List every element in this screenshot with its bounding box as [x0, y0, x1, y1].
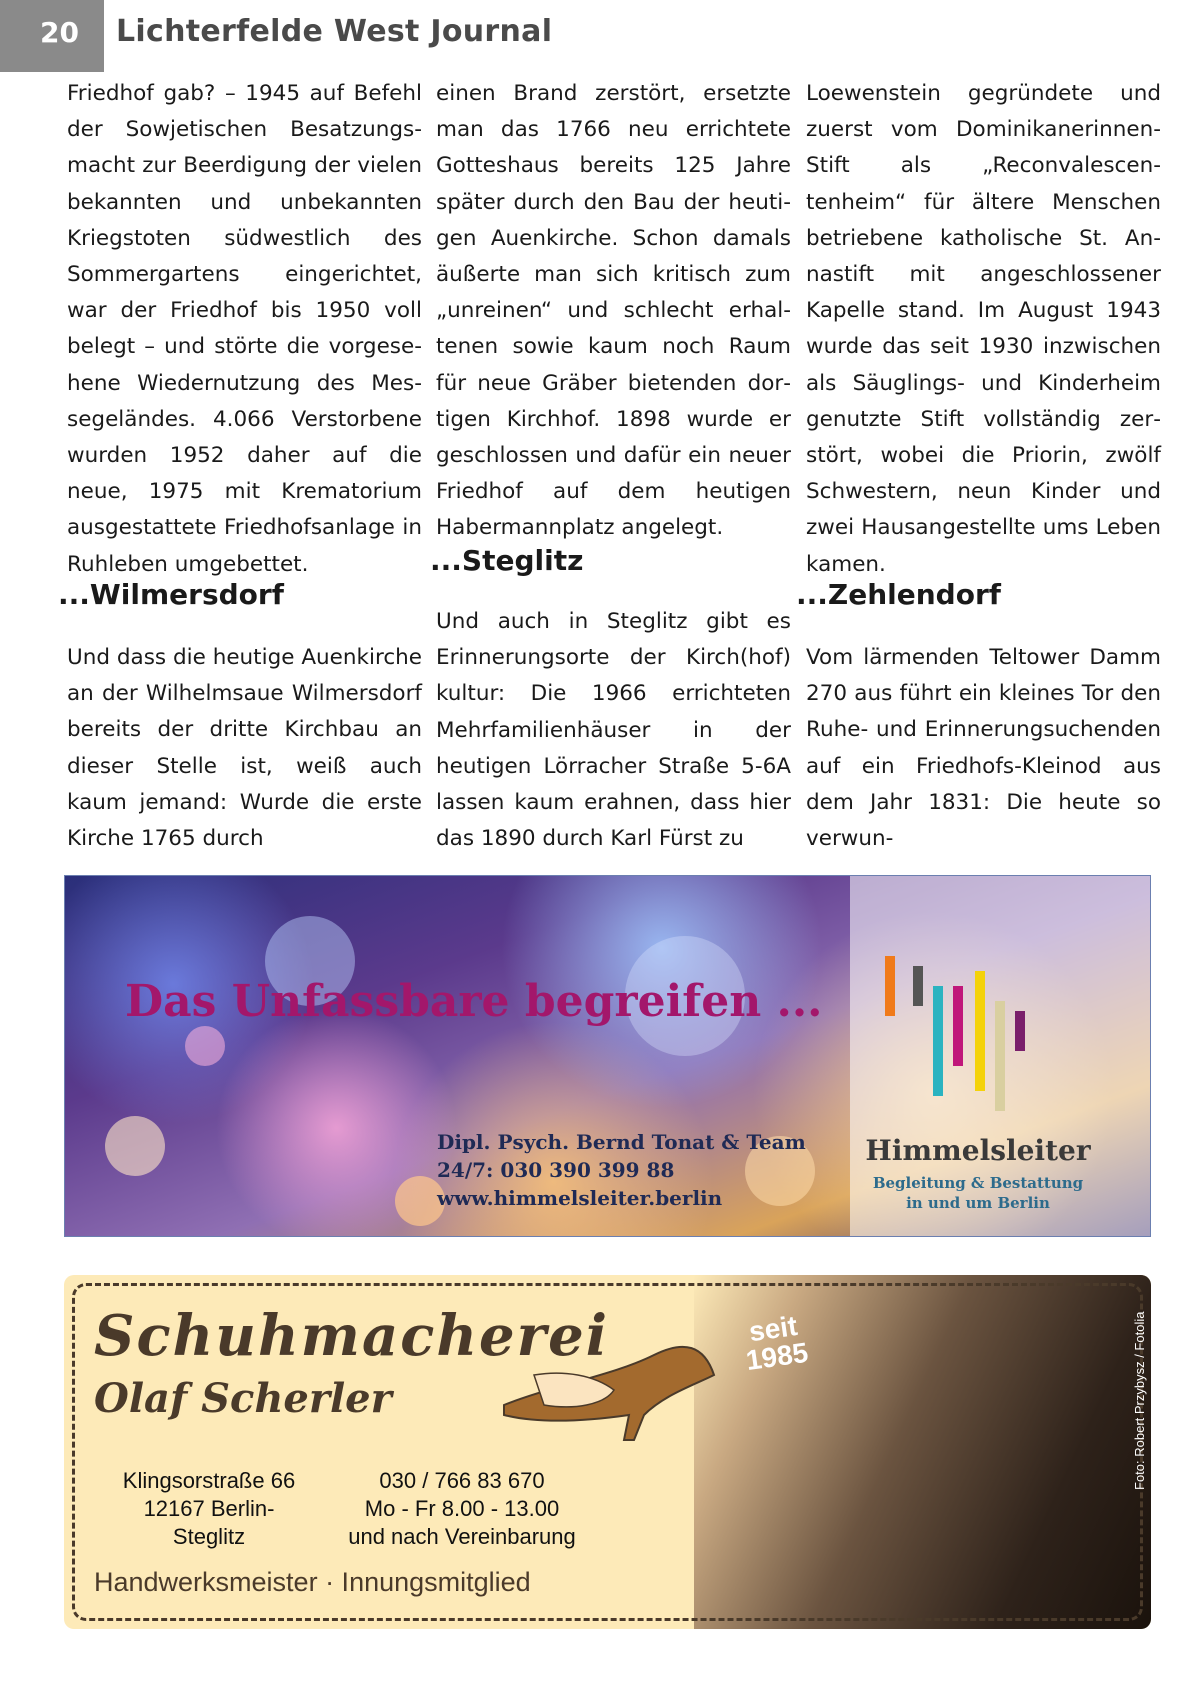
- brand-block: [853, 1134, 1103, 1213]
- shop-address: [84, 1467, 334, 1551]
- photo-credit: Foto: Robert Przybysz / Fotolia: [1132, 1311, 1147, 1490]
- opening-hours: Mo - Fr 8.00 - 13.00: [364, 1496, 560, 1521]
- column-3-text-lower: [806, 640, 1161, 857]
- ad-contact: [437, 1128, 806, 1212]
- bokeh-light: [185, 1026, 225, 1066]
- himmelsleiter-advertisement[interactable]: [64, 875, 1151, 1237]
- shop-title: Schuhmacherei: [94, 1303, 610, 1369]
- shop-footer: Handwerksmeister · Innungsmitglied: [94, 1567, 531, 1597]
- article-paragraph: Und dass die heutige Auenkirche an der Wilhelmsaue Wilmersdorf bereits der dritte Kirchbau an dieser Stelle ist, weiß auch kaum jemand: Wurde die erste Kirche 1765 durch: [67, 645, 422, 852]
- logo-bar: [1015, 1011, 1025, 1051]
- column-2-text: [436, 76, 791, 547]
- column-2-text-lower: [436, 604, 791, 857]
- logo-bar: [953, 986, 963, 1066]
- article-paragraph: Und auch in Steglitz gibt es Erinnerungsorte der Kirch(hof) kultur: Die 1966 errichteten Mehrfamilienhäuser in der heutigen Lörracher Straße 5-6A lassen kaum erahnen, dass hier das 1890 durch Karl Fürst zu: [436, 609, 791, 852]
- page-number: 20: [0, 0, 104, 72]
- ad-slogan: Das Unfassbare begreifen ...: [125, 976, 823, 1027]
- contact-phone[interactable]: 24/7: 030 390 399 88: [437, 1158, 675, 1182]
- shop-phone[interactable]: 030 / 766 83 670: [379, 1468, 545, 1493]
- brand-tagline: [853, 1173, 1103, 1213]
- contact-name: Dipl. Psych. Bernd Tonat & Team: [437, 1130, 806, 1154]
- brand-name: Himmelsleiter: [865, 1134, 1091, 1167]
- column-1-text-lower: [67, 640, 422, 857]
- since-year: 1985: [744, 1336, 811, 1377]
- bokeh-light: [105, 1116, 165, 1176]
- brand-tagline-line: Begleitung & Bestattung: [872, 1174, 1084, 1192]
- shop-contact: [312, 1467, 612, 1551]
- logo-bar: [975, 971, 985, 1091]
- logo-bar: [885, 956, 895, 1016]
- address-line: Klingsorstraße 66: [122, 1468, 296, 1493]
- himmelsleiter-logo-icon: [885, 956, 1085, 1106]
- schuhmacherei-advertisement[interactable]: [64, 1275, 1151, 1629]
- since-label: seit: [747, 1309, 800, 1348]
- column-1-text: [67, 76, 422, 583]
- article-paragraph: Vom lärmenden Teltower Damm 270 aus führt ein kleines Tor den Ruhe- und Erinnerungsuchenden auf ein Friedhofs-Kleinod aus dem Jahr 1831: Die heute so verwun-: [806, 645, 1161, 852]
- logo-bar: [913, 966, 923, 1006]
- opening-hours-note: und nach Vereinbarung: [348, 1524, 576, 1549]
- column-3-text: [806, 76, 1161, 583]
- since-badge: [740, 1311, 809, 1375]
- address-line: Steglitz: [172, 1524, 246, 1549]
- journal-title: Lichterfelde West Journal: [116, 14, 553, 49]
- address-line: 12167 Berlin-: [143, 1496, 275, 1521]
- article-paragraph: einen Brand zerstört, ersetzte man das 1766 neu errichtete Gotteshaus bereits 125 Jahre später durch den Bau der heutigen Auenkirche. Schon damals äußerte man sich kritisch zum „unreinen“ und schlecht erhaltenen sowie kaum noch Raum für neue Gräber bietenden dortigen Kirchhof. 1898 wurde er geschlossen und dafür ein neuer Friedhof auf dem heutigen Habermannplatz angelegt.: [436, 81, 791, 541]
- logo-bar: [933, 986, 943, 1096]
- shop-owner: Olaf Scherler: [94, 1375, 392, 1422]
- section-heading-steglitz: ...Steglitz: [430, 544, 584, 577]
- logo-bar: [995, 1001, 1005, 1111]
- contact-website[interactable]: www.himmelsleiter.berlin: [437, 1186, 723, 1210]
- article-paragraph: Loewenstein gegründete und zuerst vom Dominikanerinnen-Stift als „Reconvalescentenheim“ für ältere Menschen betriebene katholische St. Annastift mit angeschlossener Kapelle stand. Im August 1943 wurde das seit 1930 inzwischen als Säuglings- und Kinderheim genutzte Stift vollständig zerstört, wobei die Priorin, zwölf Schwestern, neun Kinder und zwei Hausangestellte ums Leben kamen.: [806, 81, 1161, 577]
- brand-tagline-line: in und um Berlin: [906, 1194, 1050, 1212]
- section-heading-zehlendorf: ...Zehlendorf: [796, 578, 1001, 611]
- section-heading-wilmersdorf: ...Wilmersdorf: [58, 578, 284, 611]
- article-paragraph: Friedhof gab? – 1945 auf Befehl der Sowjetischen Besatzungsmacht zur Beerdigung der vielen bekannten und unbekannten Kriegstoten südwestlich des Sommergartens eingerichtet, war der Friedhof bis 1950 voll belegt – und störte die vorgesehene Wiedernutzung des Messegeländes. 4.066 Verstorbene wurden 1952 daher auf die neue, 1975 mit Krematorium ausgestattete Friedhofsanlage in Ruhleben umgebettet.: [67, 81, 422, 577]
